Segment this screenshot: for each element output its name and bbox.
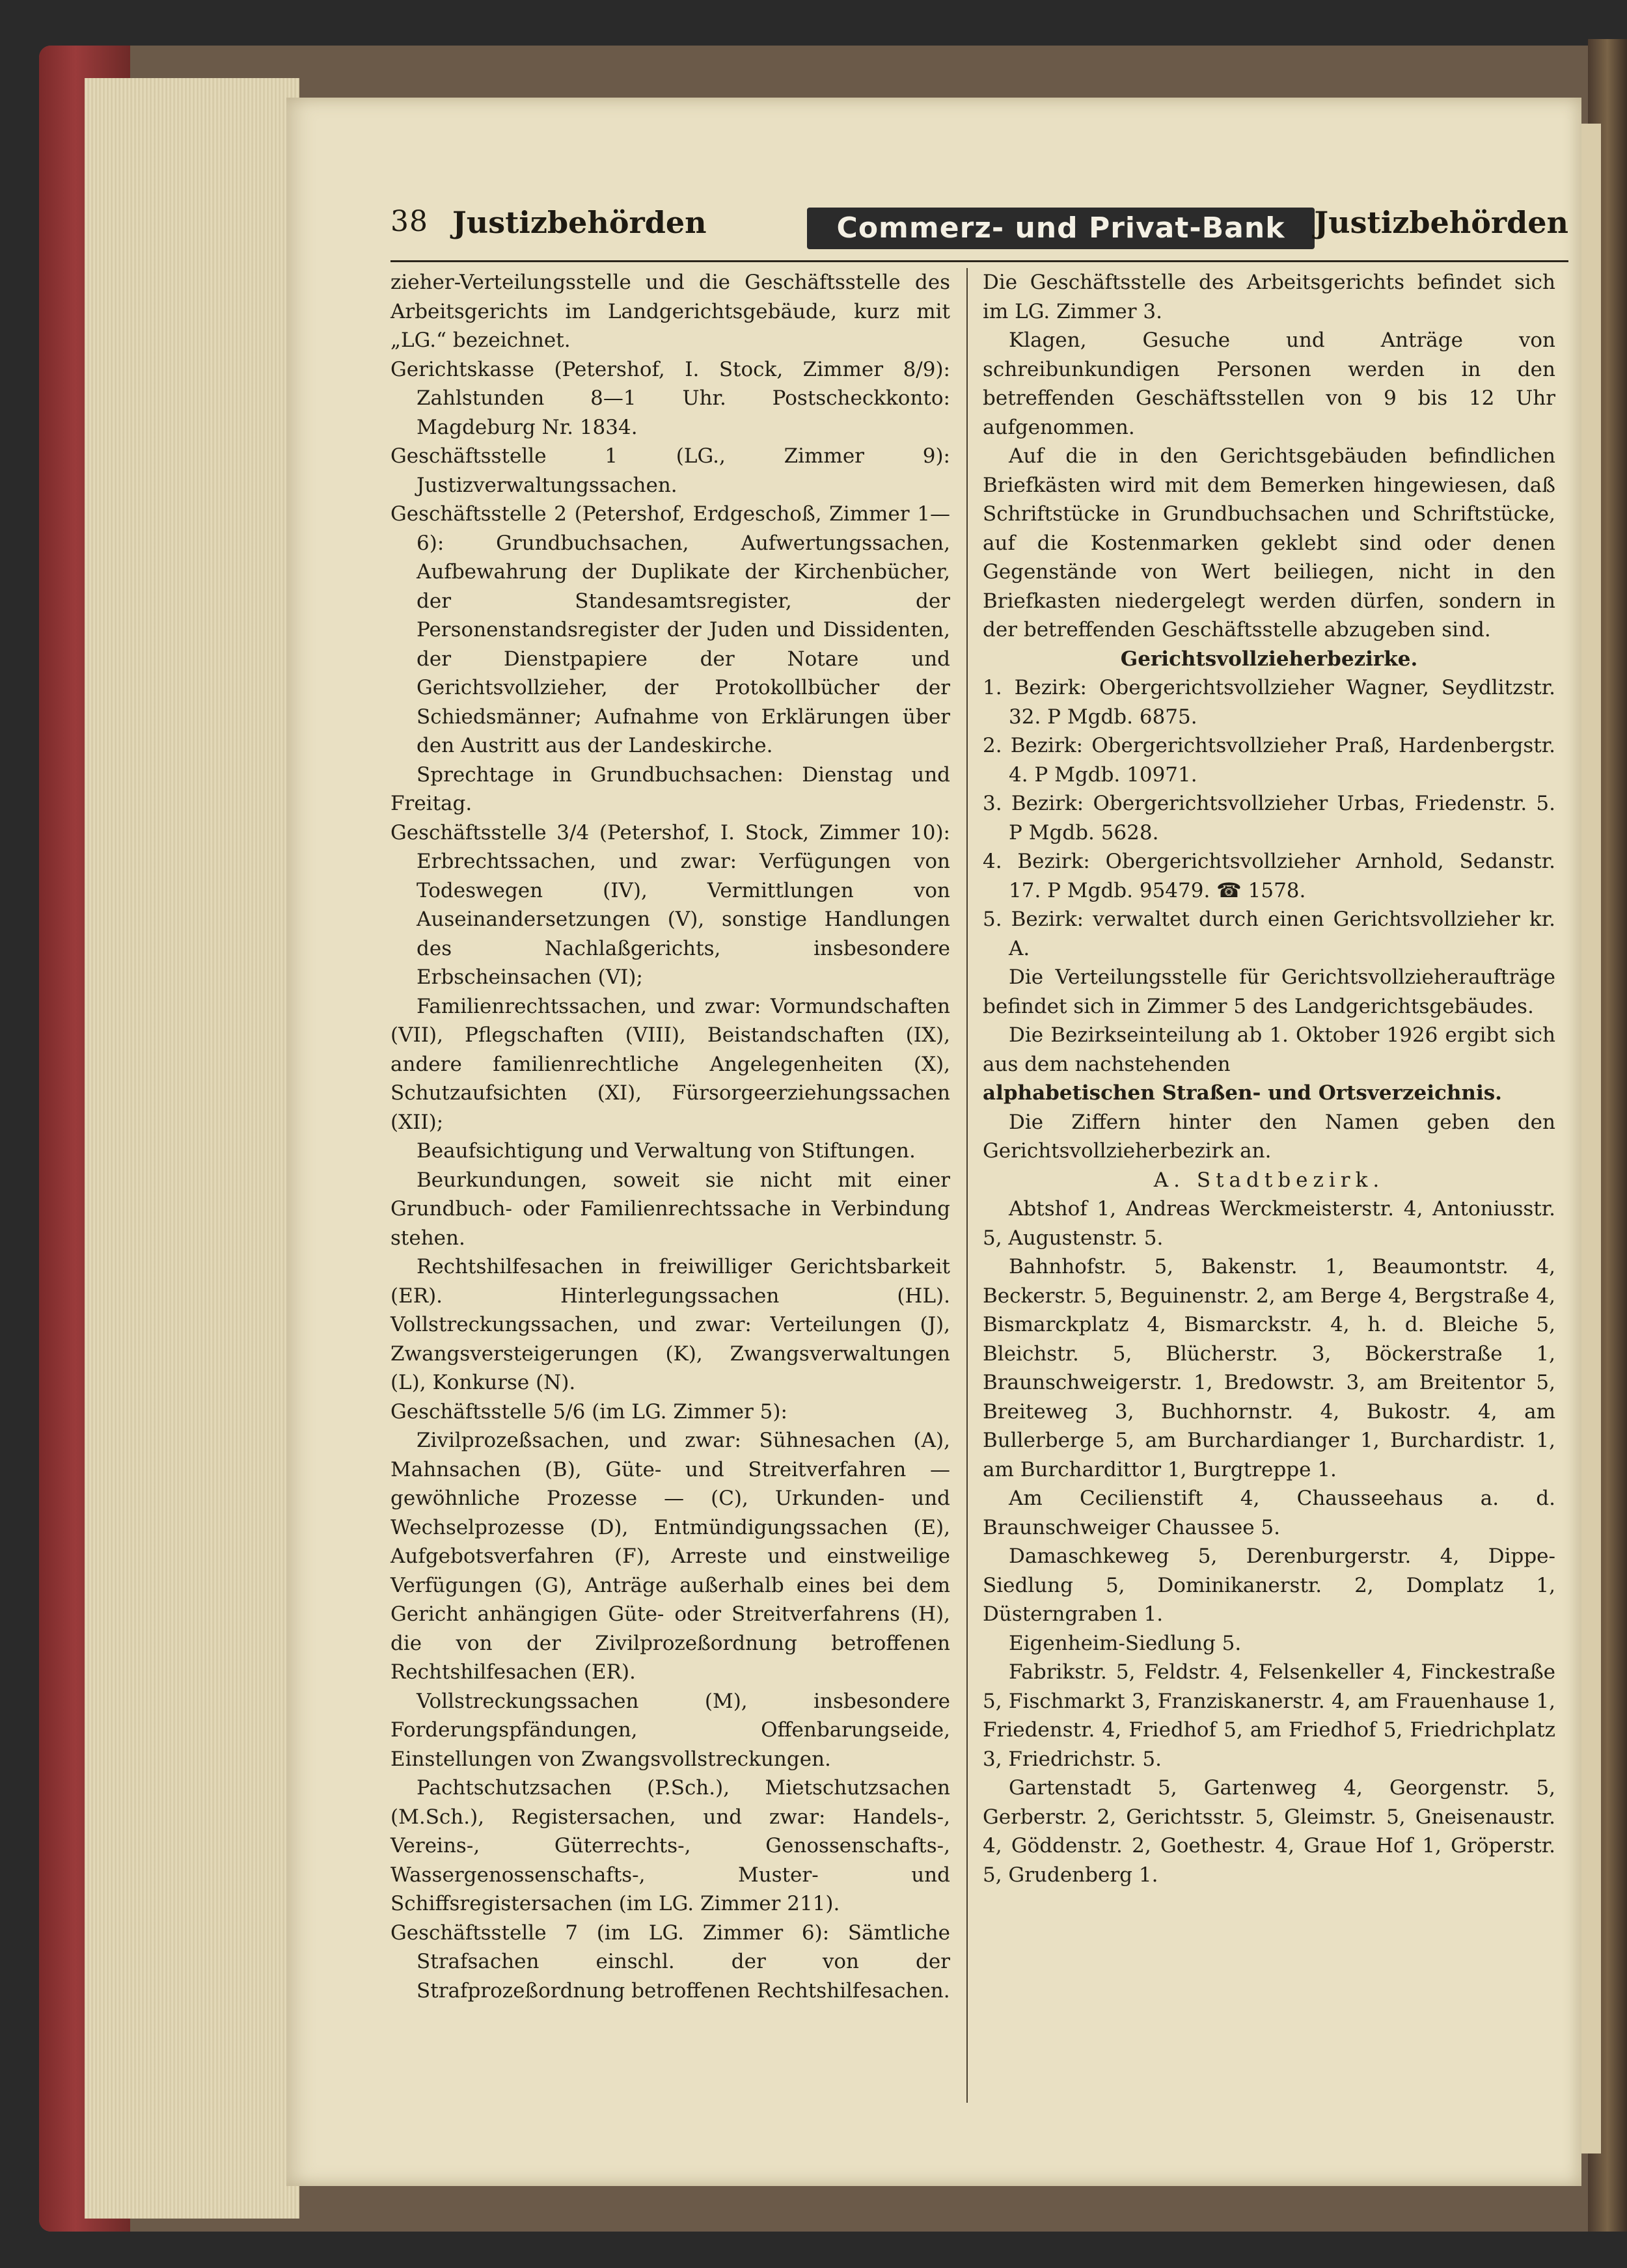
paragraph: Die Geschäftsstelle des Arbeitsgerichts befindet sich im LG. Zimmer 3. <box>983 271 1555 323</box>
district-entry: 4. Bezirk: Obergerichtsvollzieher Arnhold, Sedanstr. 17. P Mgdb. 95479. ☎ 1578. <box>983 850 1555 902</box>
paragraph: Die Bezirkseinteilung ab 1. Oktober 1926 ergibt sich aus dem nachstehenden <box>983 1023 1555 1076</box>
paragraph: Pachtschutzsachen (P.Sch.), Mietschutzsachen (M.Sch.), Registersachen, und zwar: Handels-, Vereins-, Güterrechts-, Genossenschafts-, Wassergenossenschafts-, Muster- und Schiffsregistersachen (im LG. Zimmer 211). <box>390 1776 950 1915</box>
paragraph: Die Ziffern hinter den Namen geben den Gerichtsvollzieherbezirk an. <box>983 1110 1555 1163</box>
paragraph: Beaufsichtigung und Verwaltung von Stiftungen. <box>417 1139 916 1163</box>
paragraph: zieher-Verteilungsstelle und die Geschäftsstelle des Arbeitsgerichts im Landgerichtsgebäude, kurz mit „LG.“ bezeichnet. <box>390 271 950 352</box>
paragraph: Geschäftsstelle 5/6 (im LG. Zimmer 5): <box>390 1399 787 1424</box>
paragraph: Gerichtskasse (Petershof, I. Stock, Zimmer 8/9): Zahlstunden 8—1 Uhr. Postscheckkonto: Magdeburg Nr. 1834. <box>390 357 950 439</box>
running-head-left: Justizbehörden <box>452 205 707 240</box>
street-index-entry: Gartenstadt 5, Gartenweg 4, Georgenstr. 5, Gerberstr. 2, Gerichtsstr. 5, Gleimstr. 5, Gneisenaustr. 4, Göddenstr. 2, Goethestr. 4, Graue Hof 1, Gröperstr. 5, Grudenberg 1. <box>983 1776 1555 1887</box>
index-title: alphabetischen Straßen- und Ortsverzeichnis. <box>983 1081 1502 1105</box>
book-page <box>286 98 1581 2186</box>
paragraph: Vollstreckungssachen (M), insbesondere Forderungspfändungen, Offenbarungseide, Einstellungen von Zwangsvollstreckungen. <box>390 1689 950 1771</box>
street-index-entry: Fabrikstr. 5, Feldstr. 4, Felsenkeller 4, Finckestraße 5, Fischmarkt 3, Franziskanerstr. 4, am Frauenhause 1, Friedenstr. 4, Friedhof 5, am Friedhof 5, Friedrichplatz 3, Friedrichstr. 5. <box>983 1660 1555 1771</box>
header-rule <box>390 260 1568 262</box>
paragraph: Geschäftsstelle 3/4 (Petershof, I. Stock, Zimmer 10): Erbrechtssachen, und zwar: Verfügungen von Todeswegen (IV), Vermittlungen von Auseinandersetzungen (V), sonstige Handlungen des Nachlaßgerichts, insbesondere Erbscheinsachen (VI); <box>390 820 950 989</box>
paragraph: Beurkundungen, soweit sie nicht mit einer Grundbuch- oder Familienrechtssache in Verbindung stehen. <box>390 1168 950 1250</box>
street-index-entry: Eigenheim-Siedlung 5. <box>1009 1631 1242 1655</box>
street-index-entry: Abtshof 1, Andreas Werckmeisterstr. 4, Antoniusstr. 5, Augustenstr. 5. <box>983 1197 1555 1250</box>
column-divider <box>966 268 968 2103</box>
district-entry: 5. Bezirk: verwaltet durch einen Gerichtsvollzieher kr. A. <box>983 908 1555 960</box>
paragraph: Geschäftsstelle 1 (LG., Zimmer 9): Justizverwaltungssachen. <box>390 444 950 497</box>
district-entry: 3. Bezirk: Obergerichtsvollzieher Urbas, Friedenstr. 5. P Mgdb. 5628. <box>983 792 1555 844</box>
paragraph: Geschäftsstelle 7 (im LG. Zimmer 6): Sämtliche Strafsachen einschl. der von der Strafprozeßordnung betroffenen Rechtshilfesachen. <box>390 1921 950 2003</box>
paragraph: Zivilprozeßsachen, und zwar: Sühnesachen (A), Mahnsachen (B), Güte- und Streitverfahren — gewöhnliche Prozesse — (C), Urkunden- und Wechselprozesse (D), Entmündigungssachen (E), Aufgebotsverfahren (F), Arreste und einstweilige Verfügungen (G), Anträge außerhalb eines bei dem Gericht anhängigen Güte- oder Streitverfahrens (H), die von der Zivilprozeßordnung betroffenen Rechtshilfesachen (ER). <box>390 1429 950 1684</box>
paragraph: Auf die in den Gerichtsgebäuden befindlichen Briefkästen wird mit dem Bemerken hingewiesen, daß Schriftstücke in Grundbuchsachen und Schriftstücke, auf die Kostenmarken geklebt sind oder denen Gegenstände von Wert beiliegen, nicht in den Briefkasten niedergelegt werden dürfen, sondern in der betreffenden Geschäftsstelle abzugeben sind. <box>983 444 1555 641</box>
paragraph: Geschäftsstelle 2 (Petershof, Erdgeschoß, Zimmer 1—6): Grundbuchsachen, Aufwertungssachen, Aufbewahrung der Duplikate der Kirchenbücher, der Standesamtsregister, der Personenstandsregister der Juden und Dissidenten, der Dienstpapiere der Notare und Gerichtsvollzieher, der Protokollbücher der Schiedsmänner; Aufnahme von Erklärungen über den Austritt aus der Landeskirche. <box>390 502 950 757</box>
page-edges <box>85 78 299 2219</box>
street-index-entry: Damaschkeweg 5, Derenburgerstr. 4, Dippe-Siedlung 5, Dominikanerstr. 2, Domplatz 1, Düsterngraben 1. <box>983 1545 1555 1626</box>
paragraph: Rechtshilfesachen in freiwilliger Gerichtsbarkeit (ER). Hinterlegungssachen (HL). Vollstreckungssachen, und zwar: Verteilungen (J), Zwangsversteigerungen (K), Zwangsverwaltungen (L), Konkurse (N). <box>390 1255 950 1394</box>
advertisement-banner: Commerz- und Privat-Bank <box>807 208 1315 249</box>
subsection-heading: A. Stadtbezirk. <box>1153 1168 1385 1192</box>
district-entry: 1. Bezirk: Obergerichtsvollzieher Wagner, Seydlitzstr. 32. P Mgdb. 6875. <box>983 676 1555 729</box>
page-number: 38 <box>390 205 428 238</box>
street-index-entry: Bahnhofstr. 5, Bakenstr. 1, Beaumontstr. 4, Beckerstr. 5, Beguinenstr. 2, am Berge 4, Bergstraße 4, Bismarckplatz 4, Bismarckstr. 4, h. d. Bleiche 5, Bleichstr. 5, Blücherstr. 3, Böckerstraße 1, Braunschweigerstr. 1, Bredowstr. 3, am Breitentor 5, Breiteweg 3, Buchhornstr. 4, Bukostr. 4, am Bullerberge 5, am Burchardianger 1, Burchardistr. 1, am Burchardittor 1, Burgtreppe 1. <box>983 1255 1555 1481</box>
paragraph: Klagen, Gesuche und Anträge von schreibunkundigen Personen werden in den betreffenden Geschäftsstellen von 9 bis 12 Uhr aufgenommen. <box>983 329 1555 439</box>
page-header <box>390 205 1568 257</box>
section-heading: Gerichtsvollzieherbezirke. <box>1120 647 1418 671</box>
paragraph: Die Verteilungsstelle für Gerichtsvollzieheraufträge befindet sich in Zimmer 5 des Landgerichtsgebäudes. <box>983 965 1555 1018</box>
street-index-entry: Am Cecilienstift 4, Chausseehaus a. d. Braunschweiger Chaussee 5. <box>983 1487 1555 1539</box>
paragraph: Sprechtage in Grundbuchsachen: Dienstag und Freitag. <box>390 763 950 815</box>
right-column <box>983 268 1555 1889</box>
district-entry: 2. Bezirk: Obergerichtsvollzieher Praß, Hardenbergstr. 4. P Mgdb. 10971. <box>983 734 1555 787</box>
running-head-right: Justizbehörden <box>1314 205 1568 240</box>
left-column <box>390 268 950 2005</box>
paragraph: Familienrechtssachen, und zwar: Vormundschaften (VII), Pflegschaften (VIII), Beistandschaften (IX), andere familienrechtliche Angelegenheiten (X), Schutzaufsichten (XI), Fürsorgeerziehungssachen (XII); <box>390 994 950 1134</box>
